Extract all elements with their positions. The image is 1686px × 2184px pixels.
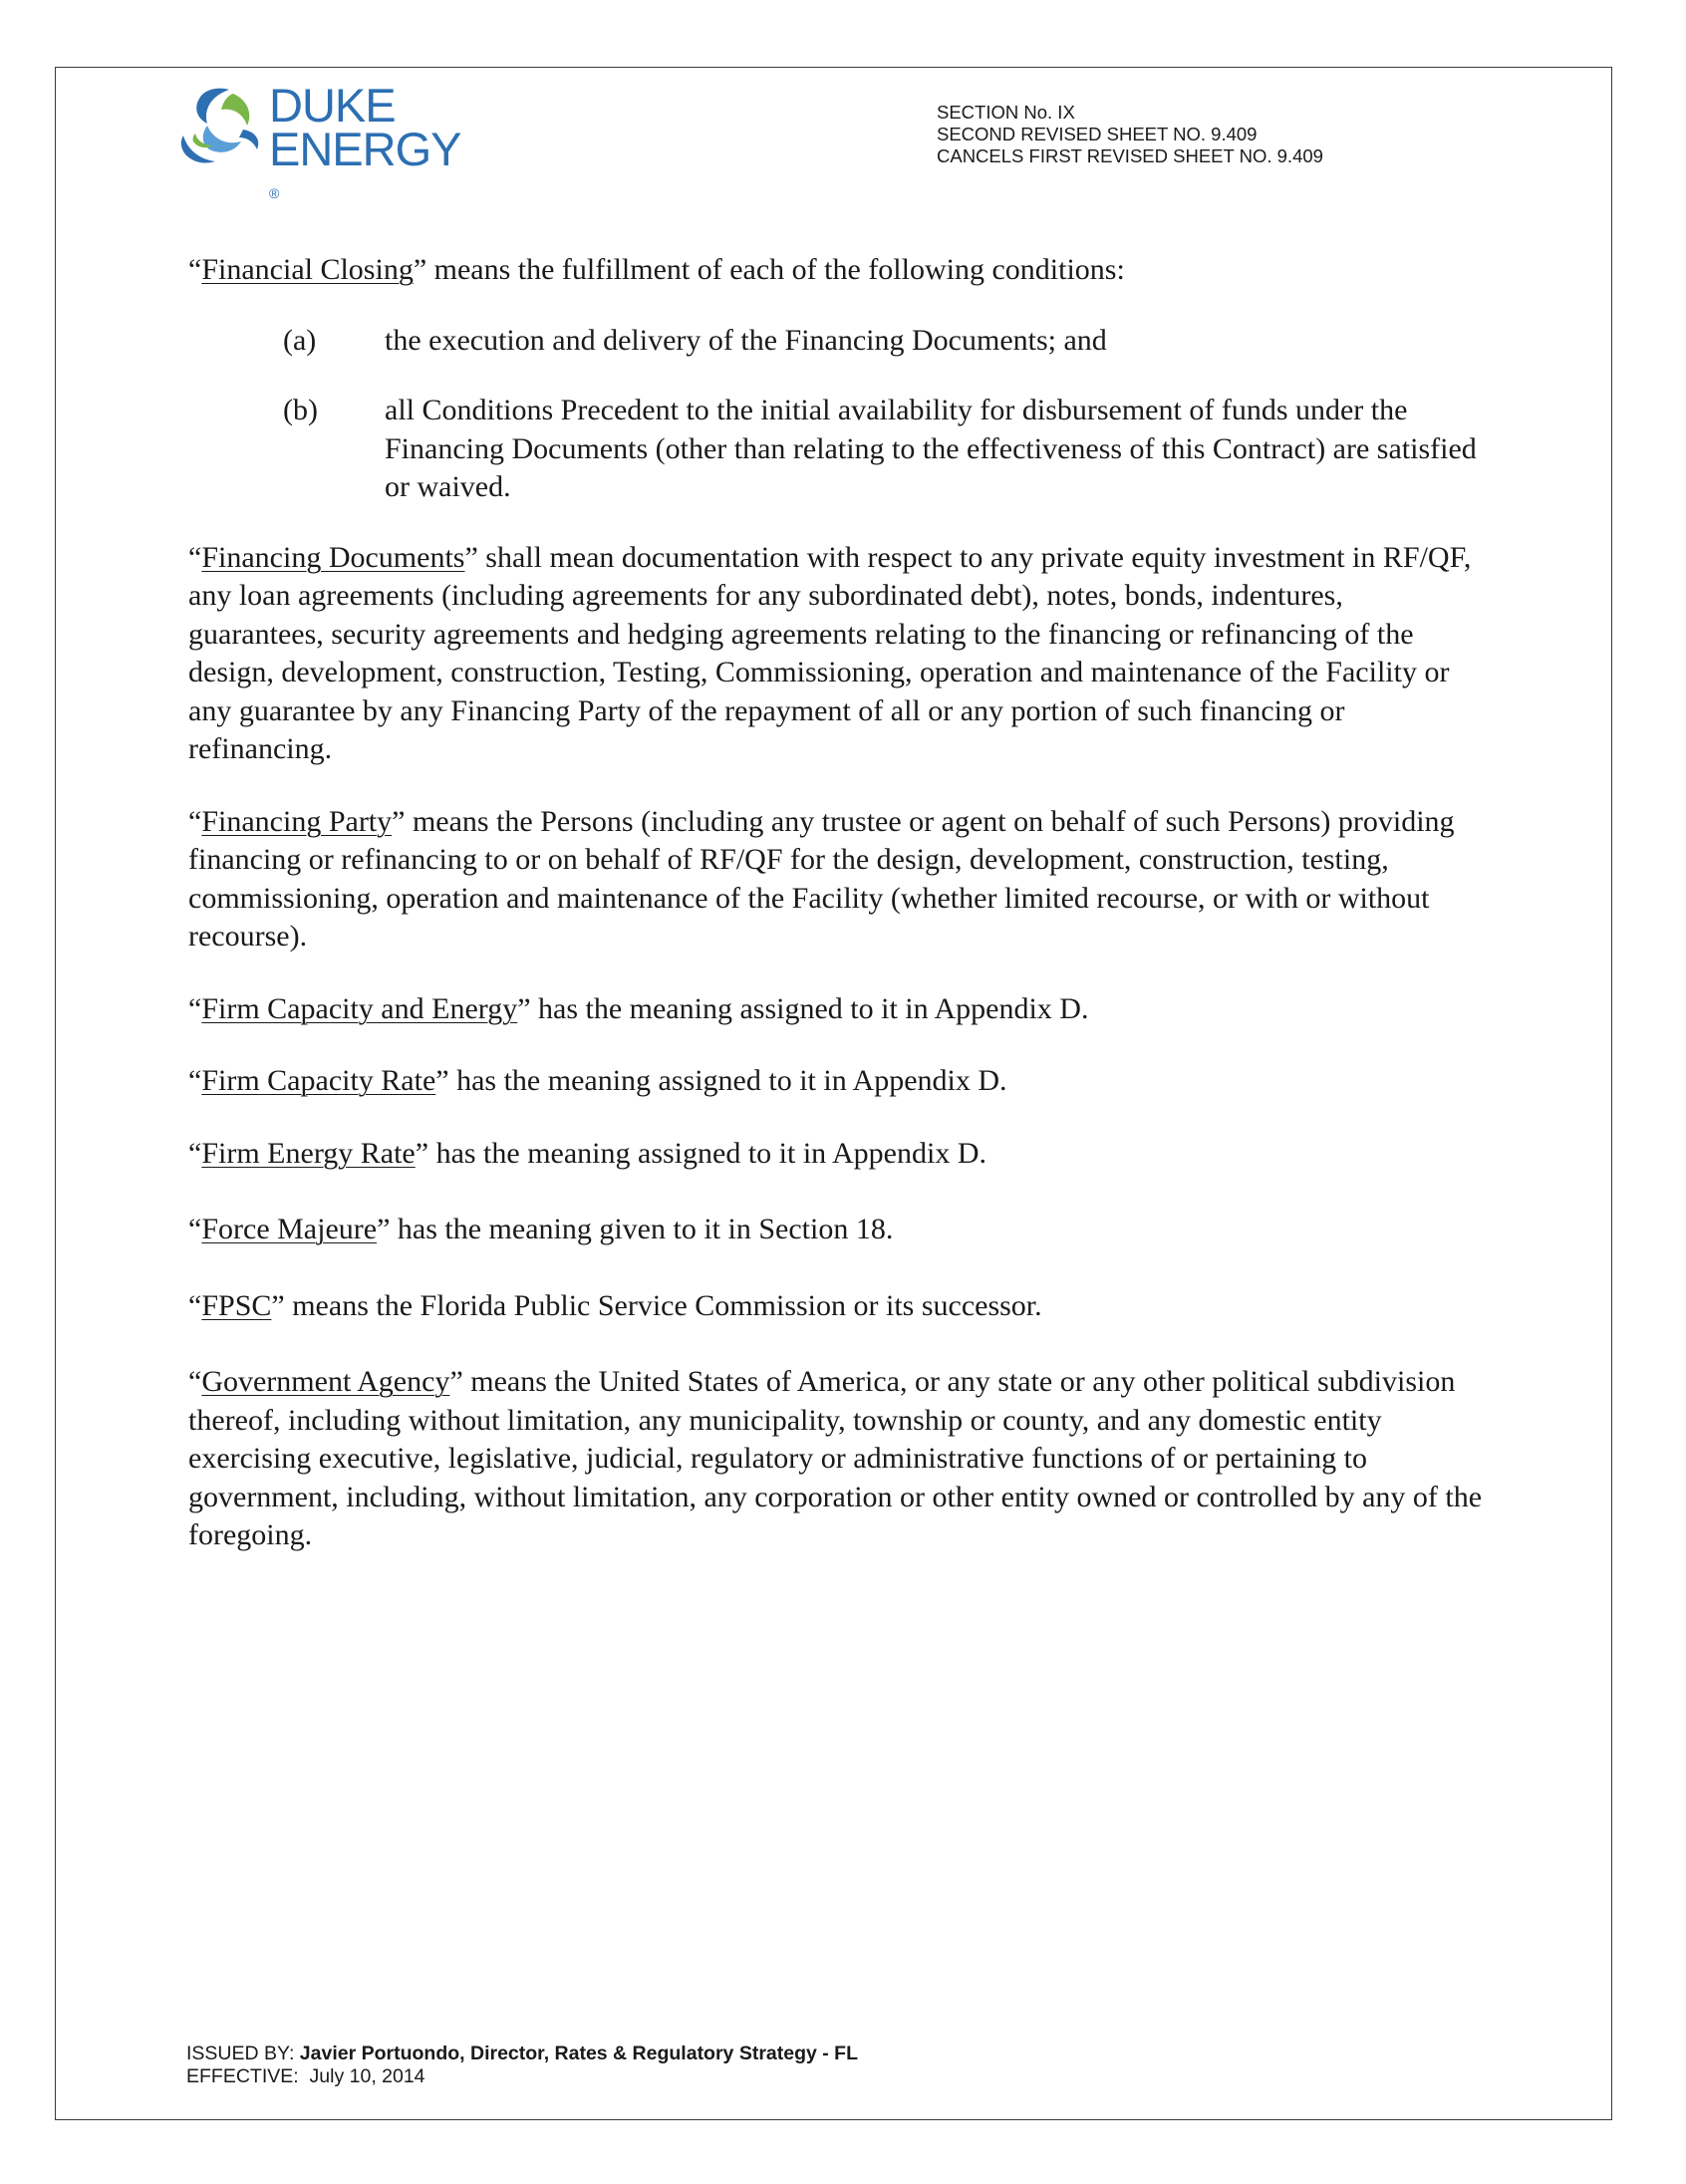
definition-government-agency: “Government Agency” means the United States of America, or any state or any other political subdivision thereof, including without limitation, any municipality, township or county, and any domestic entity exercising executive, legislative, judicial, regulatory or administrative functions of or pertaining to government, including, without limitation, any corporation or other entity owned or controlled by any of the foregoing. [188, 1365, 1483, 1551]
logo-registered-mark: ® [269, 185, 280, 201]
definition-force-majeure: “Force Majeure” has the meaning given to it in Section 18. [188, 1213, 894, 1245]
condition-text-a: the execution and delivery of the Financing Documents; and [385, 323, 1107, 357]
duke-energy-logo [177, 79, 476, 201]
issued-by-line [186, 2043, 858, 2065]
issued-by-label: ISSUED BY: [186, 2043, 295, 2064]
footer [186, 2043, 858, 2088]
effective-line [186, 2065, 858, 2088]
definition-firm-capacity-rate: “Firm Capacity Rate” has the meaning assigned to it in Appendix D. [188, 1064, 1007, 1097]
section-number: SECTION No. IX [937, 102, 1075, 123]
duke-energy-swirl-icon [177, 84, 267, 178]
definition-firm-capacity-and-energy: “Firm Capacity and Energy” has the meaning assigned to it in Appendix D. [188, 991, 1089, 1025]
definition-financial-closing: “Financial Closing” means the fulfillment of each of the following conditions: [188, 253, 1125, 286]
revised-sheet-number: SECOND REVISED SHEET NO. 9.409 [937, 124, 1258, 144]
sheet-info [937, 102, 1323, 167]
term-government-agency: Government Agency [201, 1365, 450, 1398]
term-force-majeure: Force Majeure [201, 1213, 378, 1245]
definition-financing-party: “Financing Party” means the Persons (including any trustee or agent on behalf of such Persons) providing financing or refinancing to or on behalf of RF/QF for the design, development, construction, testing, commissioning, operation and maintenance of the Facility (whether limited recourse, or with or without recourse). [188, 804, 1455, 953]
effective-date: July 10, 2014 [309, 2065, 425, 2087]
cancels-sheet-number: CANCELS FIRST REVISED SHEET NO. 9.409 [937, 145, 1323, 166]
term-firm-capacity-and-energy: Firm Capacity and Energy [201, 991, 518, 1025]
issued-by-value: Javier Portuondo, Director, Rates & Regulatory Strategy - FL [299, 2043, 859, 2064]
condition-item-b [188, 392, 1484, 507]
term-financial-closing: Financial Closing [201, 253, 414, 286]
term-financing-documents: Financing Documents [201, 540, 465, 574]
definition-firm-energy-rate: “Firm Energy Rate” has the meaning assigned to it in Appendix D. [188, 1136, 986, 1170]
condition-marker-a: (a) [283, 323, 317, 357]
condition-marker-b: (b) [283, 394, 318, 426]
definitions-body [188, 251, 1484, 1555]
term-fpsc: FPSC [201, 1288, 272, 1322]
term-firm-energy-rate: Firm Energy Rate [201, 1136, 416, 1170]
logo-text-duke: DUKE [269, 79, 396, 132]
term-financing-party: Financing Party [201, 804, 393, 838]
condition-item-a [188, 322, 1484, 361]
term-firm-capacity-rate: Firm Capacity Rate [201, 1064, 436, 1097]
effective-label: EFFECTIVE: [186, 2065, 299, 2087]
definition-fpsc: “FPSC” means the Florida Public Service Commission or its successor. [188, 1288, 1042, 1322]
condition-text-b: all Conditions Precedent to the initial availability for disbursement of funds under the Financing Documents (other than relating to the effectiveness of this Contract) are satisfied or waived. [385, 394, 1477, 503]
logo-text-energy: ENERGY [269, 123, 461, 175]
definition-financing-documents: “Financing Documents” shall mean documentation with respect to any private equity investment in RF/QF, any loan agreements (including agreements for any subordinated debt), notes, bonds, indentures, guarantees, security agreements and hedging agreements relating to the financing or refinancing of the design, development, construction, Testing, Commissioning, operation and maintenance of the Facility or any guarantee by any Financing Party of the repayment of all or any portion of such financing or refinancing. [188, 540, 1472, 765]
